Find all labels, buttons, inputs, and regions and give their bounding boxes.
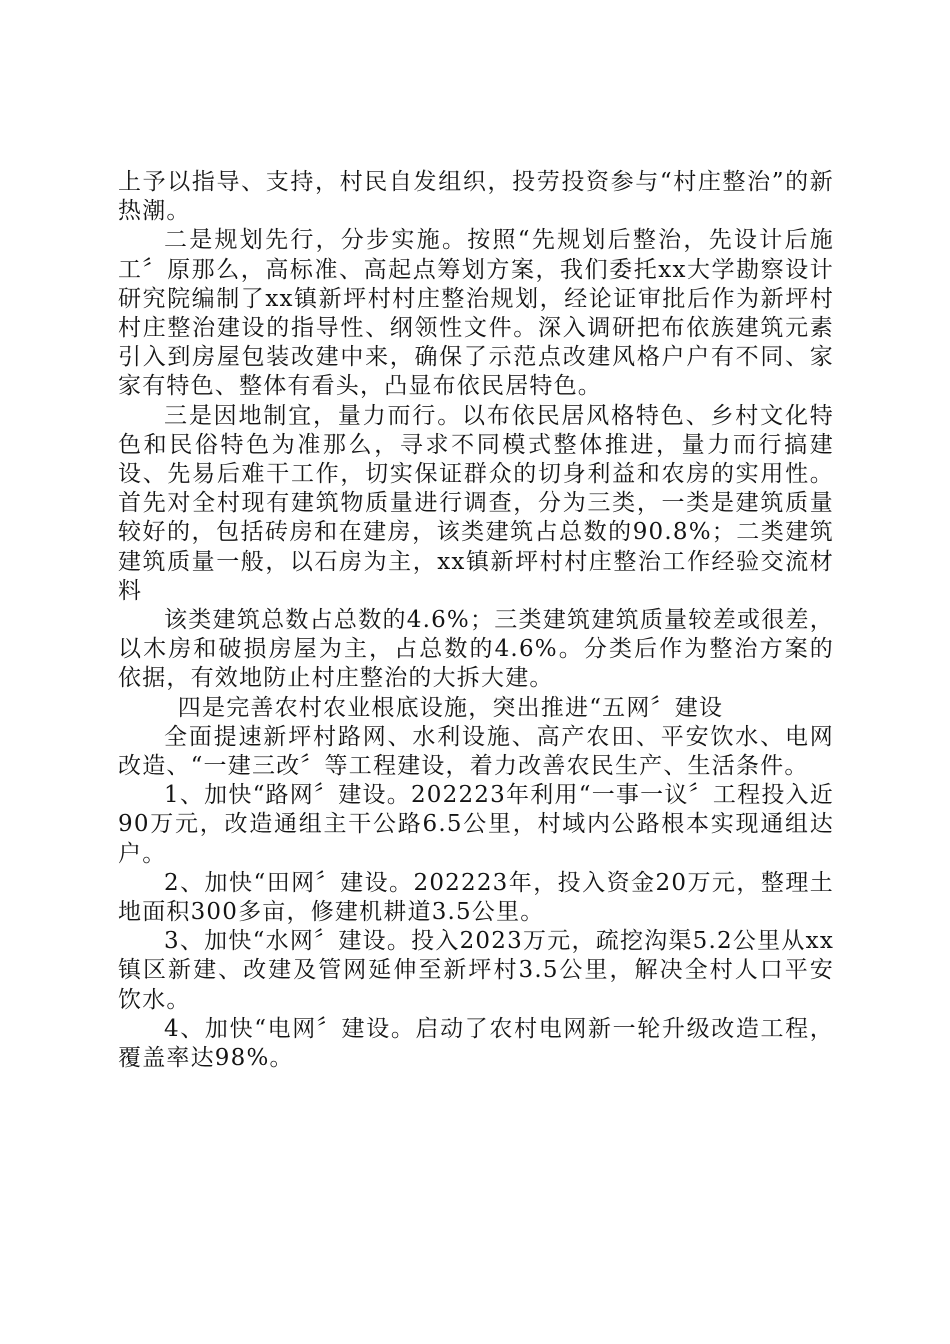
paragraph-local-conditions: 三是因地制宜，量力而行。以布依民居风格特色、乡村文化特色和民俗特色为准那么，寻求不同模式整体推进，量力而行搞建设、先易后难干工作，切实保证群众的切身利益和农房的实用性。首先对全村现有建筑物质量进行调查，分为三类，一类是建筑质量较好的，包括砖房和在建房，该类建筑占总数的90.8%；二类建筑建筑质量一般，以石房为主，xx镇新坪村村庄整治工作经验交流材料 [118,402,834,604]
paragraph-planning: 二是规划先行，分步实施。按照“先规划后整治，先设计后施工〞原那么，高标准、高起点筹划方案，我们委托xx大学勘察设计研究院编制了xx镇新坪村村庄整治规划，经论证审批后作为新坪村村庄整治建设的指导性、纲领性文件。深入调研把布依族建筑元素引入到房屋包装改建中来，确保了示范点改建风格户户有不同、家家有特色、整体有看头，凸显布依民居特色。 [118,227,834,400]
paragraph-infrastructure: 全面提速新坪村路网、水利设施、高产农田、平安饮水、电网改造、“一建三改〞等工程建设，着力改善农民生产、生活条件。 [118,723,834,780]
document-body [118,168,834,1073]
paragraph-power-network: 4、加快“电网〞建设。启动了农村电网新一轮升级改造工程，覆盖率达98%。 [118,1015,834,1072]
paragraph-building-categories: 该类建筑总数占总数的4.6%；三类建筑建筑质量较差或很差，以木房和破损房屋为主，占总数的4.6%。分类后作为整治方案的依据，有效地防止村庄整治的大拆大建。 [118,607,834,692]
paragraph-water-network: 3、加快“水网〞建设。投入2023万元，疏挖沟渠5.2公里从xx镇区新建、改建及管网延伸至新坪村3.5公里，解决全村人口平安饮水。 [118,928,834,1013]
paragraph-road-network: 1、加快“路网〞建设。202223年利用“一事一议〞工程投入近90万元，改造通组主干公路6.5公里，村域内公路根本实现通组达户。 [118,782,834,867]
paragraph-field-network: 2、加快“田网〞建设。202223年，投入资金20万元，整理土地面积300多亩，修建机耕道3.5公里。 [118,869,834,926]
paragraph-five-networks-heading: 四是完善农村农业根底设施，突出推进“五网〞建设 [177,694,724,721]
paragraph-continuation: 上予以指导、支持，村民自发组织，投劳投资参与“村庄整治”的新热潮。 [118,169,834,225]
